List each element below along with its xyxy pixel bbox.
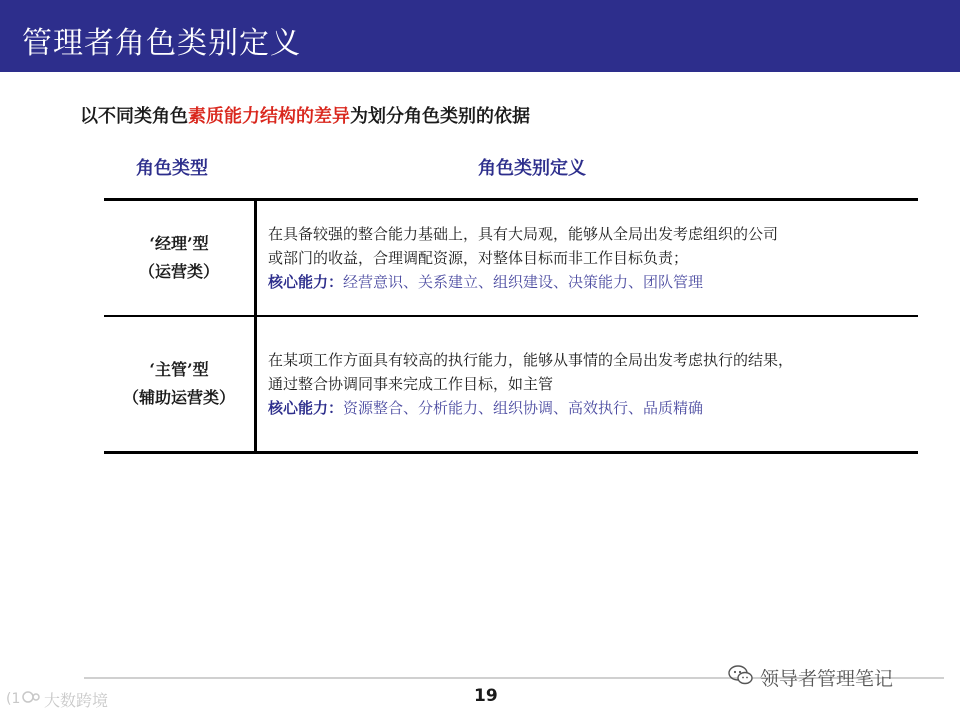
intro-statement [80, 102, 530, 128]
table-row-role [104, 230, 254, 286]
definition-text-line: 或部门的收益，合理调配资源，对整体目标而非工作目标负责； [268, 249, 689, 267]
role-name: ‘主管’型 [149, 360, 209, 379]
core-label: 核心能力： [268, 273, 344, 291]
intro-prefix: 以不同类角色 [80, 106, 188, 127]
intro-suffix: 为划分角色类别的依据 [350, 106, 530, 127]
page-number: 19 [474, 686, 498, 706]
role-name: ‘经理’型 [149, 234, 209, 253]
watermark-left-text: 大数跨境 [44, 691, 109, 710]
slide-title: 管理者角色类别定义 [22, 26, 301, 61]
core-competencies [268, 270, 918, 294]
table-column-divider [254, 200, 257, 452]
watermark-logo-icon [6, 689, 40, 711]
role-category: （辅助运营类） [122, 388, 235, 407]
definition-text-line: 在具备较强的整合能力基础上，具有大局观，能够从全局出发考虑组织的公司 [268, 225, 779, 243]
watermark-left [6, 688, 108, 711]
definition-text-line: 通过整合协调同事来完成工作目标，如主管 [268, 375, 554, 393]
column-header-role-type: 角色类型 [136, 158, 208, 179]
core-text: 资源整合、分析能力、组织协调、高效执行、品质精确 [343, 399, 704, 417]
table-row-definition [268, 348, 918, 420]
table-row-divider [104, 315, 918, 317]
table-bottom-rule [104, 451, 918, 454]
watermark-right-text: 领导者管理笔记 [760, 668, 894, 690]
table-top-rule [104, 198, 918, 201]
watermark-right [728, 664, 893, 691]
wechat-icon [728, 664, 754, 691]
intro-highlight: 素质能力结构的差异 [188, 106, 350, 127]
table-row-role [104, 356, 254, 412]
title-bar [0, 0, 960, 72]
table-row-definition [268, 222, 918, 294]
role-category: （运营类） [138, 262, 219, 281]
svg-text:(1: (1 [6, 690, 21, 707]
definition-text-line: 在某项工作方面具有较高的执行能力，能够从事情的全局出发考虑执行的结果， [268, 351, 794, 369]
core-text: 经营意识、关系建立、组织建设、决策能力、团队管理 [343, 273, 704, 291]
column-header-definition: 角色类别定义 [478, 158, 586, 179]
core-competencies [268, 396, 918, 420]
core-label: 核心能力： [268, 399, 344, 417]
